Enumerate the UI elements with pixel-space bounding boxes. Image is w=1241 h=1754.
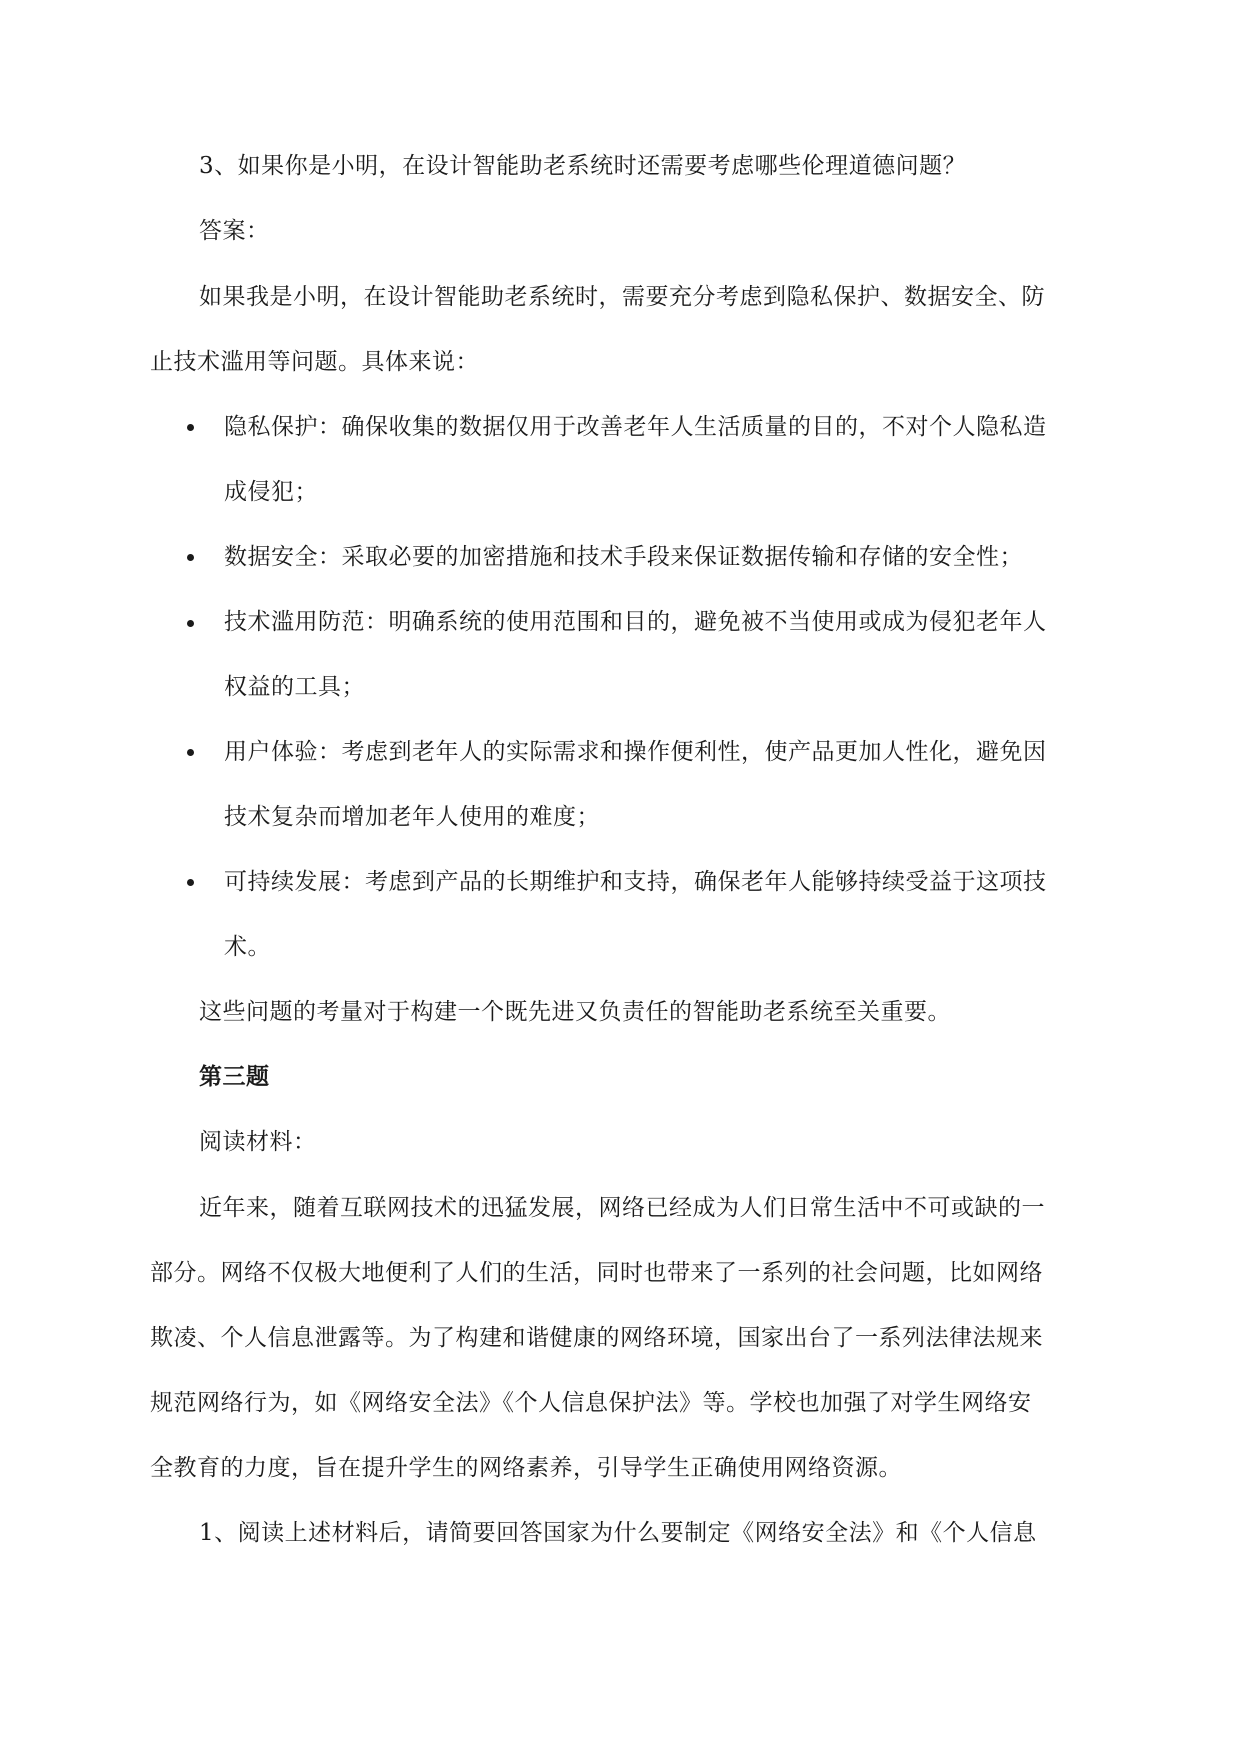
bullet-icon [187, 879, 194, 886]
material-paragraph-line-4: 规范网络行为，如《网络安全法》《个人信息保护法》等。学校也加强了对学生网络安 [150, 1390, 1032, 1416]
material-paragraph-line-3: 欺凌、个人信息泄露等。为了构建和谐健康的网络环境，国家出台了一系列法律法规来 [150, 1325, 1043, 1351]
bullet-privacy-line-1: 隐私保护：确保收集的数据仅用于改善老年人生活质量的目的，不对个人隐私造 [224, 414, 1047, 440]
bullet-icon [187, 424, 194, 431]
bullet-abuse-prevention-line-2: 权益的工具； [224, 674, 365, 700]
bullet-icon [187, 620, 194, 627]
answer-label: 答案： [199, 218, 270, 244]
bullet-sustainability-line-2: 术。 [224, 934, 271, 960]
bullet-icon [187, 749, 194, 756]
material-paragraph-line-1: 近年来，随着互联网技术的迅猛发展，网络已经成为人们日常生活中不可或缺的一 [199, 1195, 1045, 1221]
bullet-user-experience-line-1: 用户体验：考虑到老年人的实际需求和操作便利性，使产品更加人性化，避免因 [224, 739, 1047, 765]
question-3-prompt: 3、如果你是小明，在设计智能助老系统时还需要考虑哪些伦理道德问题？ [199, 153, 967, 179]
bullet-sustainability-line-1: 可持续发展：考虑到产品的长期维护和支持，确保老年人能够持续受益于这项技 [224, 869, 1047, 895]
material-paragraph-line-5: 全教育的力度，旨在提升学生的网络素养，引导学生正确使用网络资源。 [150, 1455, 902, 1481]
bullet-icon [187, 554, 194, 561]
bullet-abuse-prevention-line-1: 技术滥用防范：明确系统的使用范围和目的，避免被不当使用或成为侵犯老年人 [224, 609, 1047, 635]
answer-conclusion: 这些问题的考量对于构建一个既先进又负责任的智能助老系统至关重要。 [199, 999, 951, 1025]
answer-intro-line-1: 如果我是小明，在设计智能助老系统时，需要充分考虑到隐私保护、数据安全、防 [199, 284, 1045, 310]
bullet-user-experience-line-2: 技术复杂而增加老年人使用的难度； [224, 804, 600, 830]
bullet-data-security: 数据安全：采取必要的加密措施和技术手段来保证数据传输和存储的安全性； [224, 544, 1023, 570]
bullet-privacy-line-2: 成侵犯； [224, 479, 318, 505]
reading-material-label: 阅读材料： [199, 1129, 317, 1155]
material-paragraph-line-2: 部分。网络不仅极大地便利了人们的生活，同时也带来了一系列的社会问题，比如网络 [150, 1260, 1043, 1286]
section-heading: 第三题 [199, 1063, 270, 1090]
section-3-question-1: 1、阅读上述材料后，请简要回答国家为什么要制定《网络安全法》和《个人信息 [199, 1520, 1037, 1546]
answer-intro-line-2: 止技术滥用等问题。具体来说： [150, 349, 479, 375]
